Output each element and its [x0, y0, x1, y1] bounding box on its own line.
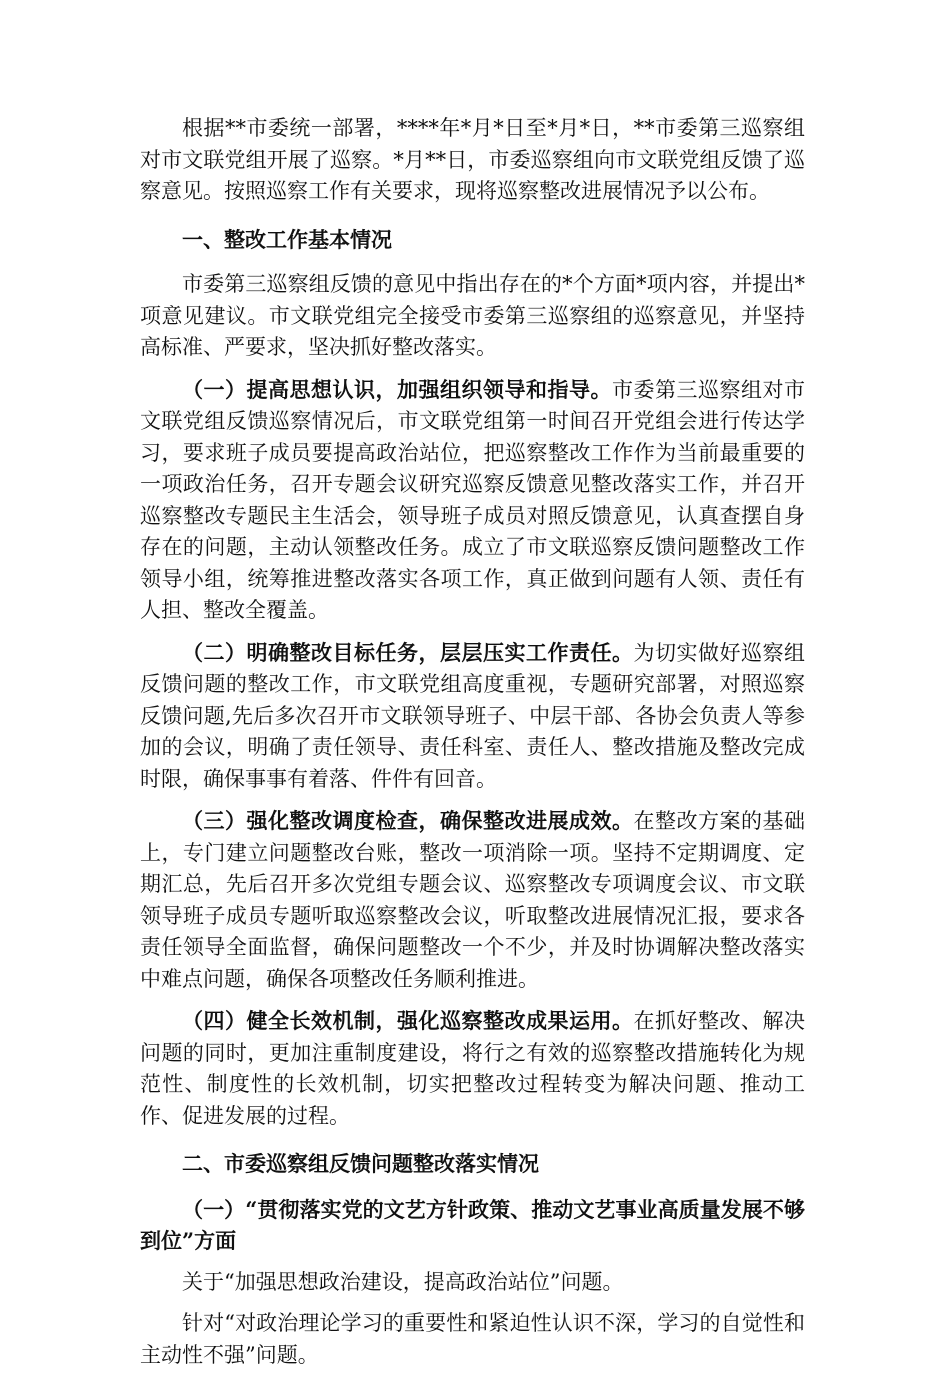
document-body	[140, 113, 805, 1381]
item-3-title: （三）强化整改调度检查，确保整改进展成效。	[182, 808, 634, 833]
item-2-title: （二）明确整改目标任务，层层压实工作责任。	[182, 639, 634, 665]
section-2-heading: 二、市委巡察组反馈问题整改落实情况	[182, 1151, 539, 1176]
item-4-paragraph	[140, 1005, 805, 1132]
item-4-body: 在抓好整改、解决问题的同时，更加注重制度建设，将行之有效的巡察整改措施转化为规范性、制度性的长效机制，切实把整改过程转变为解决问题、推动工作、促进发展的过程。	[140, 1009, 805, 1128]
item-3-body: 在整改方案的基础上，专门建立问题整改台账，整改一项消除一项。坚持不定期调度、定期汇总，先后召开多次党组专题会议、巡察整改专项调度会议、市文联领导班子成员专题听取巡察整改会议，听取整改进展情况汇报，要求各责任领导全面监督，确保问题整改一个不少，并及时协调解决整改落实中难点问题，确保各项整改任务顺利推进。	[140, 809, 805, 991]
item-2-body: 为切实做好巡察组反馈问题的整改工作，市文联党组高度重视，专题研究部署，对照巡察反馈问题,先后多次召开市文联领导班子、中层干部、各协会负责人等参加的会议，明确了责任领导、责任科室、责任人、整改措施及整改完成时限，确保事事有着落、件件有回音。	[140, 640, 805, 791]
item-1-title: （一）提高思想认识，加强组织领导和指导。	[182, 376, 612, 402]
section-1-heading: 一、整改工作基本情况	[182, 226, 392, 252]
intro-paragraph: 根据**市委统一部署，****年*月*日至*月*日，**市委第三巡察组对市文联党组开展了巡察。*月**日，市委巡察组向市文联党组反馈了巡察意见。按照巡察工作有关要求，现将巡察整改进展情况予以公布。	[140, 116, 805, 203]
item-4-title: （四）健全长效机制，强化巡察整改成果运用。	[182, 1008, 634, 1033]
section-2-subheading: （一）“贯彻落实党的文艺方针政策、推动文艺事业高质量发展不够到位”方面	[140, 1196, 805, 1253]
section-1-paragraph: 市委第三巡察组反馈的意见中指出存在的*个方面*项内容，并提出*项意见建议。市文联党组完全接受市委第三巡察组的巡察意见，并坚持高标准、严要求，坚决抓好整改落实。	[140, 272, 805, 359]
paragraph-a: 关于“加强思想政治建设，提高政治站位”问题。	[182, 1269, 624, 1294]
item-1-paragraph	[140, 374, 805, 627]
item-2-paragraph	[140, 637, 805, 796]
item-1-body: 市委第三巡察组对市文联党组反馈巡察情况后，市文联党组第一时间召开党组会进行传达学习，要求班子成员要提高政治站位，把巡察整改工作作为当前最重要的一项政治任务，召开专题会议研究巡察反馈意见整改落实工作，并召开巡察整改专题民主生活会，领导班子成员对照反馈意见，认真查摆自身存在的问题，主动认领整改任务。成立了市文联巡察反馈问题整改工作领导小组，统筹推进整改落实各项工作，真正做到问题有人领、责任有人担、整改全覆盖。	[140, 377, 805, 622]
paragraph-b: 针对“对政治理论学习的重要性和紧迫性认识不深，学习的自觉性和主动性不强”问题。	[140, 1311, 805, 1367]
item-3-paragraph	[140, 805, 805, 995]
